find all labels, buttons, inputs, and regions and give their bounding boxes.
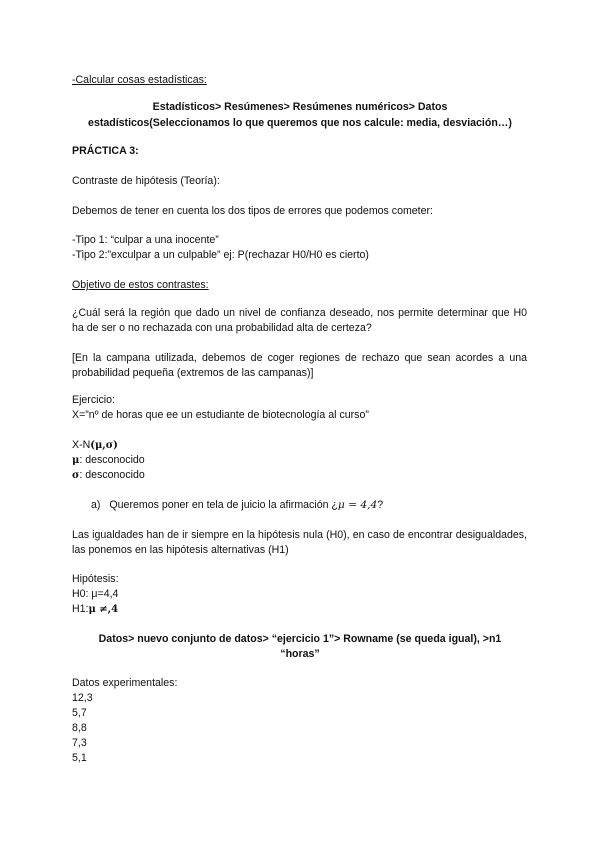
datos-experimentales-label: Datos experimentales: [72,677,178,689]
tipo2-line: -Tipo 2:”exculpar a un culpable” ej: P(rechazar H0/H0 es cierto) [72,249,369,261]
sigma-line [72,469,145,482]
menu-path-line-1: Estadísticos> Resúmenes> Resúmenes numéricos> Datos [152,101,448,113]
data-value: 5,7 [72,707,87,719]
sigma-desc: : desconocido [79,469,145,481]
menu-path-line-2: estadísticos(Seleccionamos lo que queremos que nos calcule: media, desviación…) [88,117,512,129]
x-definition: X=”nº de horas que ee un estudiante de biotecnología al curso” [72,409,369,421]
item-a-end: ? [377,499,384,511]
xn-prefix: X-N [72,439,91,451]
mu-line [72,454,145,467]
h1-prefix: H1: [72,603,89,615]
datos-path-line-1: Datos> nuevo conjunto de datos> “ejercicio 1”> Rowname (se queda igual), >n1 [98,633,502,645]
x-distribution [72,439,118,452]
campana-paragraph: [En la campana utilizada, debemos de coger regiones de rechazo que sean acordes a una probabilidad pequeña (extremos de las campanas)] [72,352,527,379]
h1-line [72,603,118,616]
data-value: 5,1 [72,752,87,764]
pregunta-paragraph: ¿Cuál será la región que dado un nivel de confianza deseado, nos permite determinar que H0 ha de ser o no rechazada con una probabilidad alta de certeza? [72,307,527,334]
item-a [91,499,383,512]
h0-line: H0: μ=4,4 [72,588,119,600]
mu-desc: : desconocido [79,454,145,466]
calc-heading: -Calcular cosas estadísticas: [72,74,207,86]
contraste-heading: Contraste de hipótesis (Teoría): [72,175,220,187]
item-a-text: Queremos poner en tela de juicio la afirmación ¿ [109,499,338,511]
section-title: PRÁCTICA 3: [72,145,139,157]
hipotesis-label: Hipótesis: [72,573,119,585]
tipo1-line: -Tipo 1: “culpar a una inocente” [72,234,219,246]
h1-math: μ ≠,4 [88,604,119,615]
sigma-symbol: σ [72,470,80,481]
mu-symbol: μ [72,455,80,466]
xn-params: (μ,σ) [90,440,118,451]
data-value: 8,8 [72,722,87,734]
objetivo-heading: Objetivo de estos contrastes: [72,279,209,291]
data-value: 12,3 [72,692,93,704]
ejercicio-label: Ejercicio: [72,394,115,406]
datos-path-line-2: “horas” [280,648,320,660]
data-value: 7,3 [72,737,87,749]
item-a-math: μ = 4,4 [337,499,378,511]
item-a-label: a) [91,499,101,511]
errores-intro: Debemos de tener en cuenta los dos tipos de errores que podemos cometer: [72,205,433,217]
igualdades-paragraph: Las igualdades han de ir siempre en la hipótesis nula (H0), en caso de encontrar desigualdades, las ponemos en las hipótesis alternativas (H1) [72,529,527,556]
